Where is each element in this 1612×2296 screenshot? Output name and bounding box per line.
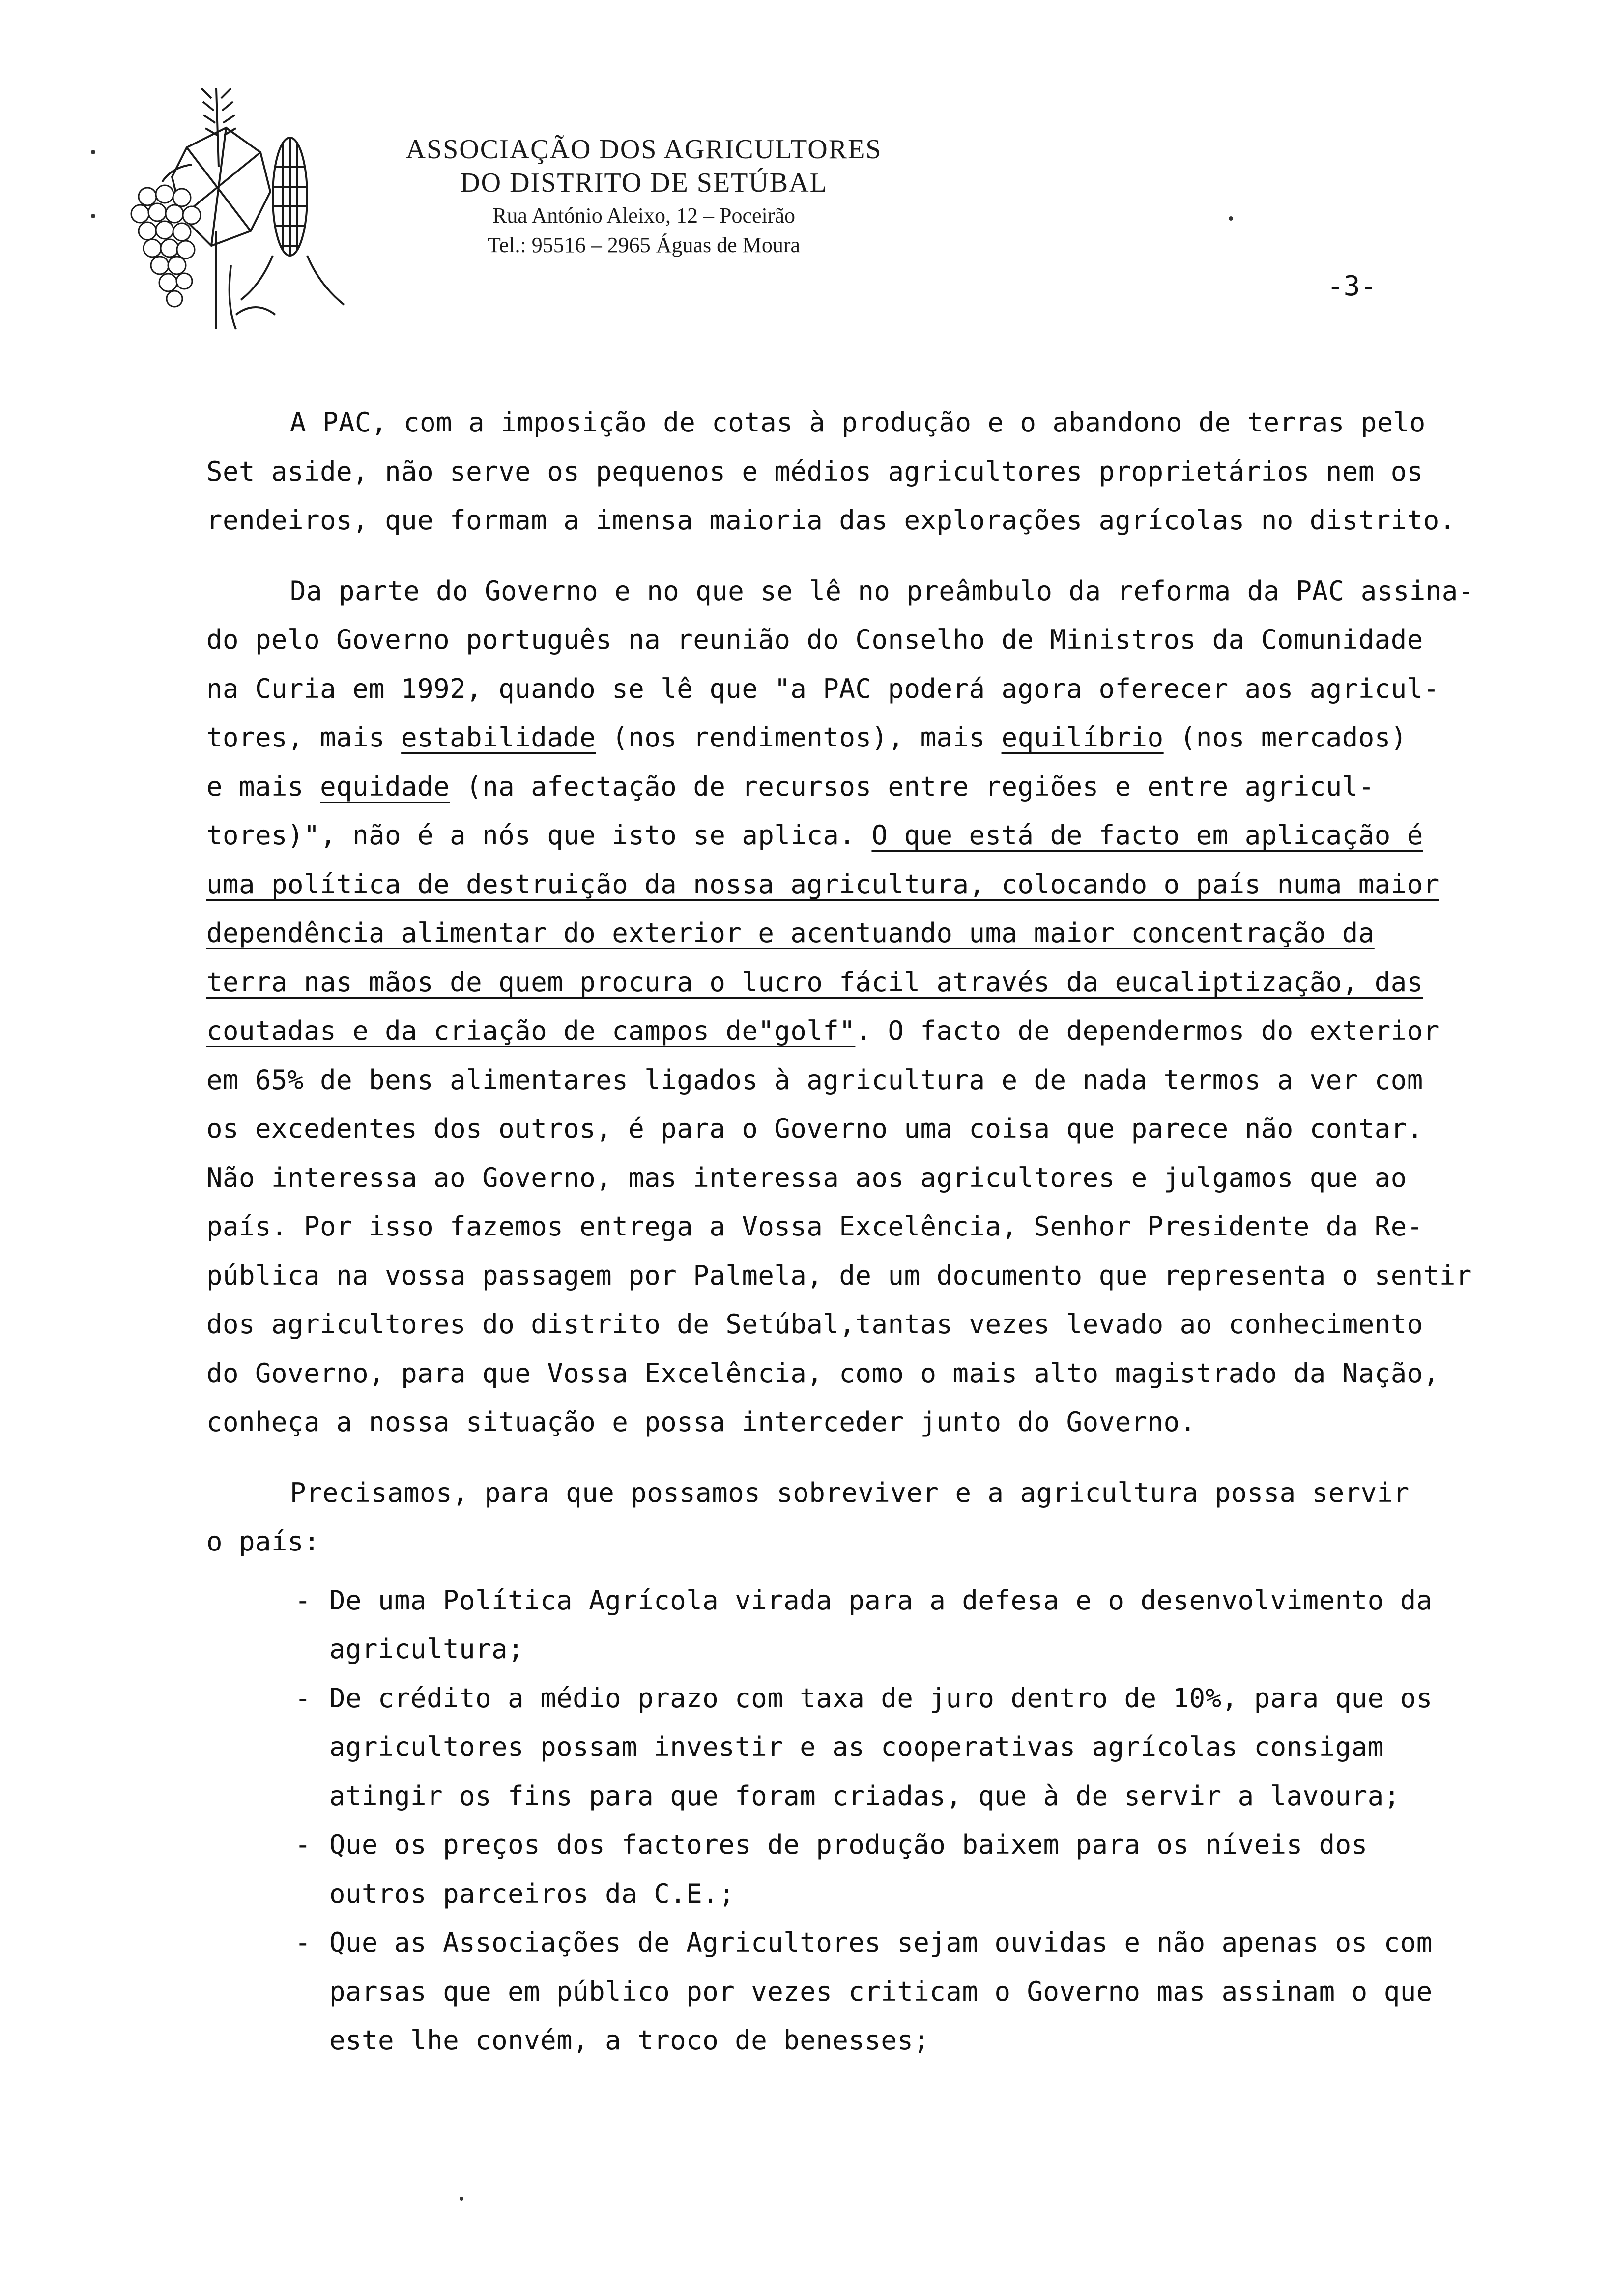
bullet-dash: - (295, 1927, 312, 1958)
scan-speck (91, 214, 95, 218)
bullet-dash: - (295, 1584, 312, 1616)
p2-l5-b: (na afectação de recursos entre regiões e entre agricul- (450, 771, 1375, 802)
paragraph-2 (206, 567, 1509, 1447)
p2-line-9 (206, 958, 1509, 1007)
bullet-3-line-2: outros parceiros da C.E.; (329, 1878, 735, 1909)
p2-line-4 (206, 713, 1509, 762)
p2-line-14: país. Por isso fazemos entrega a Vossa Excelência, Senhor Presidente da Re- (206, 1211, 1423, 1242)
underlined-statement-3: dependência alimentar do exterior e acentuando uma maior concentração da (206, 918, 1375, 948)
p2-line-17: do Governo, para que Vossa Excelência, como o mais alto magistrado da Nação, (206, 1357, 1439, 1389)
demands-list (295, 1576, 1509, 2065)
p2-line-18: conheça a nossa situação e possa interceder junto do Governo. (206, 1406, 1196, 1437)
bullet-dash: - (295, 1682, 312, 1714)
underlined-equidade: equidade (320, 771, 450, 802)
page-number: -3- (1327, 270, 1377, 302)
p1-line-3: rendeiros, que formam a imensa maioria das explorações agrícolas no distrito. (206, 505, 1456, 536)
list-item (295, 1918, 1509, 2065)
scan-speck (1229, 216, 1233, 221)
p2-line-16: dos agricultores do distrito de Setúbal,tantas vezes levado ao conhecimento (206, 1309, 1423, 1340)
p2-line-7 (206, 860, 1509, 909)
bullet-dash: - (295, 1829, 312, 1860)
list-item (295, 1674, 1509, 1821)
p3-line-2: o país: (206, 1526, 320, 1557)
underlined-statement-1: O que está de facto em aplicação é (871, 820, 1423, 851)
p2-l4-a: tores, mais (206, 722, 402, 753)
p2-line-6 (206, 811, 1509, 860)
underlined-statement-4: terra nas mãos de quem procura o lucro fácil através da eucaliptização, das (206, 966, 1423, 998)
paragraph-1 (206, 398, 1509, 545)
p2-line-2: do pelo Governo português na reunião do Conselho de Ministros da Comunidade (206, 624, 1423, 655)
bullet-1-line-2: agricultura; (329, 1634, 524, 1665)
underlined-estabilidade: estabilidade (401, 722, 596, 753)
scan-speck (91, 150, 95, 154)
bullet-2-line-1: De crédito a médio prazo com taxa de juro dentro de 10%, para que os (329, 1682, 1433, 1714)
letter-body (206, 398, 1509, 2065)
p2-l10-b: . O facto de dependermos do exterior (855, 1015, 1439, 1046)
p3-line-1: Precisamos, para que possamos sobreviver e a agricultura possa servir (290, 1477, 1410, 1508)
p2-l6-a: tores)", não é a nós que isto se aplica. (206, 820, 872, 851)
org-name-line2: DO DISTRITO DE SETÚBAL (460, 168, 828, 198)
p2-line-10 (206, 1006, 1509, 1056)
letterhead (374, 133, 914, 258)
p2-line-1: Da parte do Governo e no que se lê no preâmbulo da reforma da PAC assina- (290, 575, 1474, 606)
p2-line-15: pública na vossa passagem por Palmela, de um documento que representa o sentir (206, 1260, 1472, 1291)
bullet-2-line-2: agricultores possam investir e as cooperativas agrícolas consigam (329, 1731, 1384, 1762)
p2-l5-a: e mais (206, 771, 320, 802)
underlined-statement-2: uma política de destruição da nossa agricultura, colocando o país numa maior (206, 868, 1439, 900)
org-name-line1: ASSOCIAÇÃO DOS AGRICULTORES (405, 134, 882, 165)
underlined-equilibrio: equilíbrio (1001, 722, 1164, 753)
bullet-1-line-1: De uma Política Agrícola virada para a defesa e o desenvolvimento da (329, 1584, 1433, 1616)
org-phone: Tel.: 95516 – 2965 Águas de Moura (487, 233, 801, 257)
p2-line-12: os excedentes dos outros, é para o Governo uma coisa que parece não contar. (206, 1113, 1423, 1144)
p2-l4-b: (nos rendimentos), mais (596, 722, 1002, 753)
list-item (295, 1576, 1509, 1674)
bullet-3-line-1: Que os preços dos factores de produção baixem para os níveis dos (329, 1829, 1368, 1860)
bullet-2-line-3: atingir os fins para que foram criadas, que à de servir a lavoura; (329, 1780, 1400, 1811)
p2-line-8 (206, 909, 1509, 958)
org-address: Rua António Aleixo, 12 – Poceirão (492, 203, 795, 228)
bullet-4-line-3: este lhe convém, a troco de benesses; (329, 2025, 930, 2056)
underlined-statement-5: coutadas e da criação de campos de"golf" (206, 1015, 856, 1046)
p1-line-2: Set aside, não serve os pequenos e médios agricultores proprietários nem os (206, 456, 1423, 487)
list-item (295, 1820, 1509, 1918)
scan-speck (460, 2197, 463, 2201)
paragraph-3 (206, 1468, 1509, 1566)
bullet-4-line-2: parsas que em público por vezes criticam o Governo mas assinam o que (329, 1976, 1433, 2007)
p2-line-11: em 65% de bens alimentares ligados à agricultura e de nada termos a ver com (206, 1064, 1423, 1095)
p2-line-13: Não interessa ao Governo, mas interessa aos agricultores e julgamos que ao (206, 1162, 1407, 1193)
association-logo-icon (113, 69, 369, 344)
p2-l4-c: (nos mercados) (1163, 722, 1407, 753)
p2-line-3: na Curia em 1992, quando se lê que "a PAC poderá agora oferecer aos agricul- (206, 673, 1439, 704)
bullet-4-line-1: Que as Associações de Agricultores sejam ouvidas e não apenas os com (329, 1927, 1433, 1958)
p2-line-5 (206, 762, 1509, 811)
p1-line-1: A PAC, com a imposição de cotas à produção e o abandono de terras pelo (290, 407, 1426, 438)
